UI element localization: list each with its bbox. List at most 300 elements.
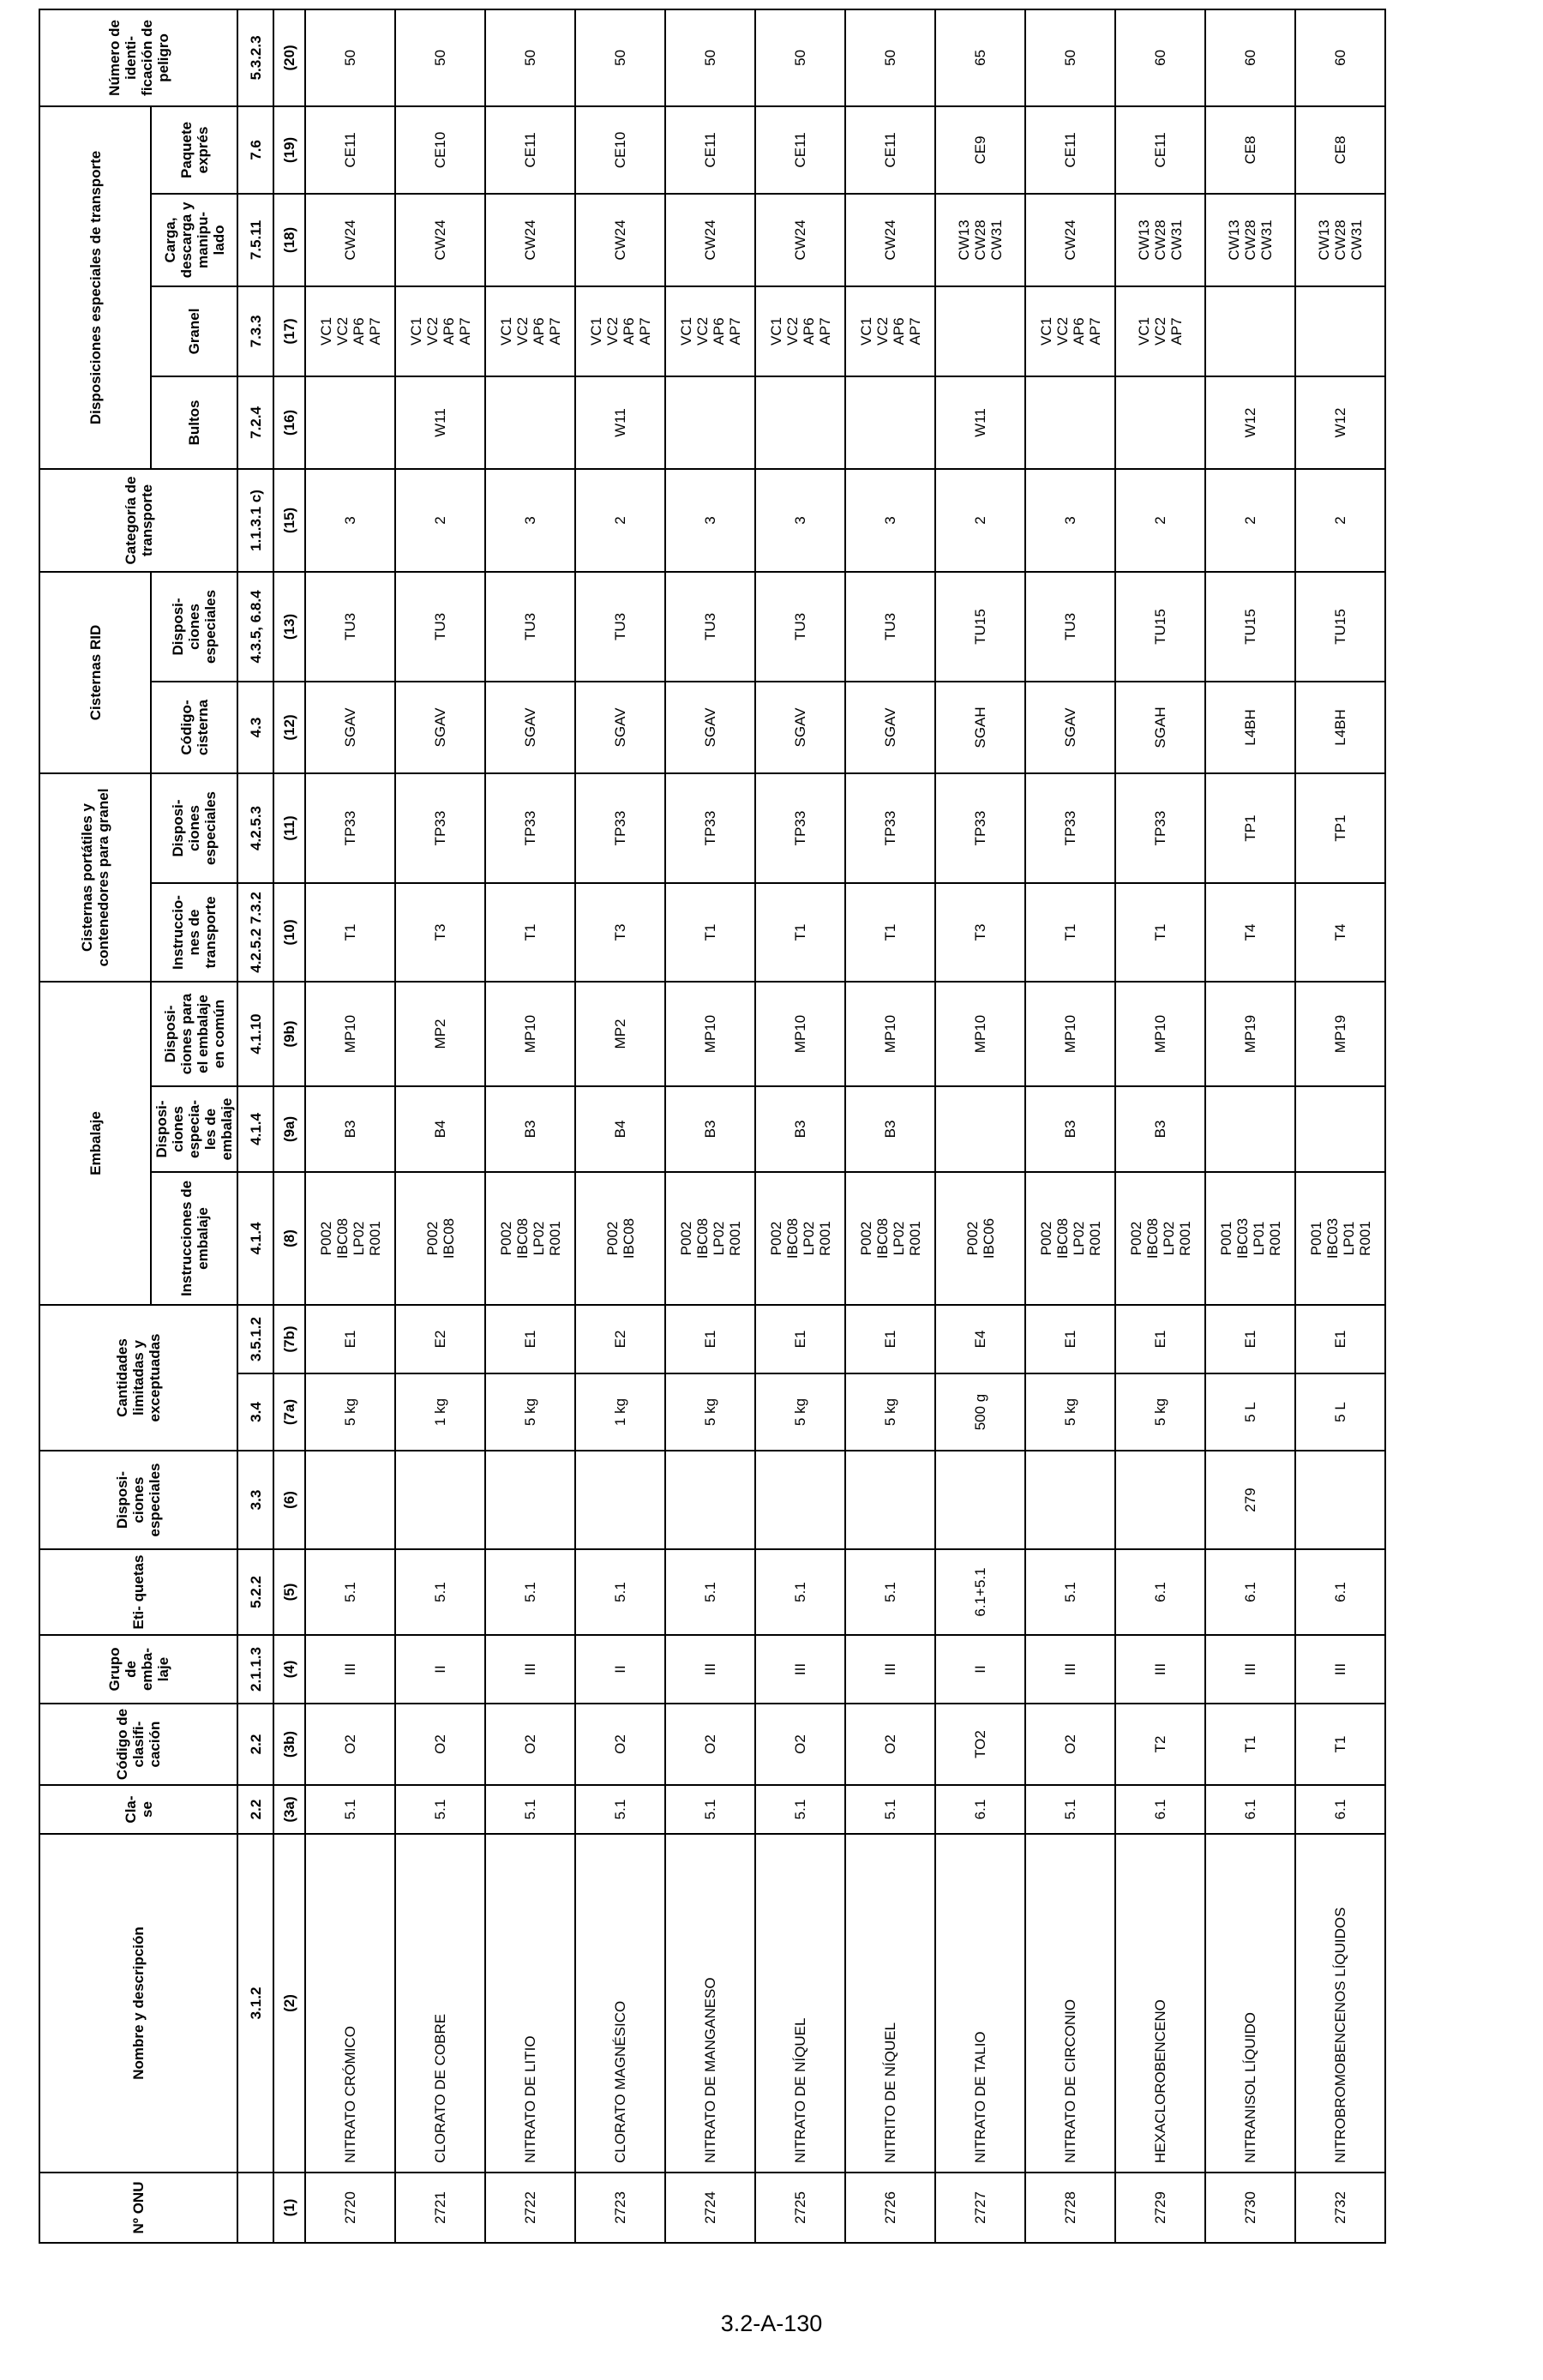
header-disposiciones-especiales-cisternas: Disposi- ciones especiales (151, 773, 237, 883)
column-number: (11) (273, 773, 305, 883)
column-number: (8) (273, 1172, 305, 1305)
rid-tank-code: SGAH (1115, 682, 1205, 773)
header-disposiciones-embalaje-comun: Disposi- ciones para el embalaje en común (151, 982, 237, 1086)
special-provisions (575, 1451, 665, 1549)
packing-instructions: P002 IBC08 LP02 R001 (1115, 1172, 1205, 1305)
packing-instructions: P002 IBC08 (395, 1172, 485, 1305)
portable-tank-provisions: TP33 (575, 773, 665, 883)
hazard-number: 50 (755, 9, 845, 106)
packing-group: III (1115, 1635, 1205, 1704)
loading-provisions: CW24 (755, 194, 845, 286)
rid-tank-provisions: TU15 (1115, 572, 1205, 682)
ref-cell: 2.2 (237, 1704, 273, 1785)
substance-name: NITRANISOL LÍQUIDO (1205, 1834, 1295, 2173)
class-cell: 5.1 (845, 1785, 935, 1834)
onu-number: 2726 (845, 2173, 935, 2243)
special-provisions (665, 1451, 755, 1549)
header-codigo-clasificacion: Código de clasifi- cación (39, 1704, 237, 1785)
page-number: 3.2-A-130 (720, 2311, 823, 2336)
packages-provisions (845, 376, 935, 469)
bulk-provisions (935, 286, 1025, 376)
substance-name: NITRATO DE CIRCONIO (1025, 1834, 1115, 2173)
onu-number: 2729 (1115, 2173, 1205, 2243)
limited-quantity: 5 kg (845, 1373, 935, 1451)
bulk-provisions: VC1 VC2 AP6 AP7 (575, 286, 665, 376)
hazard-number: 50 (485, 9, 575, 106)
packages-provisions: W11 (935, 376, 1025, 469)
ref-cell: 4.1.4 (237, 1172, 273, 1305)
transport-category: 3 (1025, 469, 1115, 572)
portable-tank-instructions: T1 (1025, 883, 1115, 982)
header-disposiciones-especiales-embalaje: Disposi- ciones especia- les de embalaje (151, 1086, 237, 1172)
limited-quantity: 5 L (1295, 1373, 1385, 1451)
special-packing-provisions: B3 (305, 1086, 395, 1172)
rid-tank-provisions: TU3 (1025, 572, 1115, 682)
express-parcel: CE11 (1025, 106, 1115, 194)
header-cisternas-portatiles: Cisternas portátiles y contenedores para granel (39, 773, 151, 982)
table-row (305, 9, 395, 2243)
ref-cell: 3.5.1.2 (237, 1305, 273, 1373)
loading-provisions: CW13 CW28 CW31 (1295, 194, 1385, 286)
rid-tank-provisions: TU3 (305, 572, 395, 682)
header-categoria-transporte: Categoría de transporte (39, 469, 237, 572)
classification-code: TO2 (935, 1704, 1025, 1785)
packing-group: III (485, 1635, 575, 1704)
packages-provisions (665, 376, 755, 469)
packing-group: III (1025, 1635, 1115, 1704)
column-number: (9a) (273, 1086, 305, 1172)
hazard-number: 60 (1205, 9, 1295, 106)
special-packing-provisions (1295, 1086, 1385, 1172)
special-provisions (1115, 1451, 1205, 1549)
rid-tank-code: SGAV (575, 682, 665, 773)
classification-code: T1 (1295, 1704, 1385, 1785)
hazard-number: 60 (1295, 9, 1385, 106)
portable-tank-provisions: TP33 (305, 773, 395, 883)
hazard-number: 50 (665, 9, 755, 106)
labels-cell: 5.1 (1025, 1549, 1115, 1635)
portable-tank-instructions: T1 (755, 883, 845, 982)
ref-cell (237, 2173, 273, 2243)
classification-code: O2 (665, 1704, 755, 1785)
excepted-quantity: E2 (575, 1305, 665, 1373)
loading-provisions: CW13 CW28 CW31 (1115, 194, 1205, 286)
express-parcel: CE11 (1115, 106, 1205, 194)
header-etiquetas: Eti- quetas (39, 1549, 237, 1635)
classification-code: O2 (1025, 1704, 1115, 1785)
mixed-packing-provisions: MP10 (755, 982, 845, 1086)
labels-cell: 5.1 (395, 1549, 485, 1635)
table-row (845, 9, 935, 2243)
header-instrucciones-embalaje: Instrucciones de embalaje (151, 1172, 237, 1305)
mixed-packing-provisions: MP2 (575, 982, 665, 1086)
limited-quantity: 5 kg (1115, 1373, 1205, 1451)
class-cell: 5.1 (755, 1785, 845, 1834)
transport-category: 2 (395, 469, 485, 572)
column-number: (16) (273, 376, 305, 469)
onu-number: 2722 (485, 2173, 575, 2243)
table-row (485, 9, 575, 2243)
special-provisions (395, 1451, 485, 1549)
excepted-quantity: E1 (485, 1305, 575, 1373)
hazard-number: 50 (1025, 9, 1115, 106)
column-number: (2) (273, 1834, 305, 2173)
loading-provisions: CW13 CW28 CW31 (935, 194, 1025, 286)
excepted-quantity: E1 (755, 1305, 845, 1373)
packing-group: II (575, 1635, 665, 1704)
rid-tank-provisions: TU3 (755, 572, 845, 682)
packing-group: III (305, 1635, 395, 1704)
table-row (1205, 9, 1295, 2243)
bulk-provisions: VC1 VC2 AP6 AP7 (1025, 286, 1115, 376)
portable-tank-instructions: T1 (665, 883, 755, 982)
limited-quantity: 5 kg (755, 1373, 845, 1451)
packing-instructions: P002 IBC08 LP02 R001 (305, 1172, 395, 1305)
bulk-provisions (1295, 286, 1385, 376)
limited-quantity: 5 kg (665, 1373, 755, 1451)
rid-tank-code: SGAV (755, 682, 845, 773)
limited-quantity: 5 kg (485, 1373, 575, 1451)
limited-quantity: 1 kg (575, 1373, 665, 1451)
bulk-provisions: VC1 VC2 AP6 AP7 (395, 286, 485, 376)
header-embalaje: Embalaje (39, 982, 151, 1305)
rid-tank-code: L4BH (1295, 682, 1385, 773)
hazard-number: 50 (575, 9, 665, 106)
onu-number: 2728 (1025, 2173, 1115, 2243)
special-packing-provisions: B3 (665, 1086, 755, 1172)
loading-provisions: CW24 (845, 194, 935, 286)
classification-code: O2 (755, 1704, 845, 1785)
column-number: (4) (273, 1635, 305, 1704)
express-parcel: CE10 (575, 106, 665, 194)
packages-provisions (485, 376, 575, 469)
excepted-quantity: E1 (845, 1305, 935, 1373)
express-parcel: CE11 (755, 106, 845, 194)
portable-tank-provisions: TP1 (1205, 773, 1295, 883)
special-packing-provisions: B3 (845, 1086, 935, 1172)
substance-name: CLORATO MAGNÉSICO (575, 1834, 665, 2173)
class-cell: 5.1 (575, 1785, 665, 1834)
column-number: (9b) (273, 982, 305, 1086)
portable-tank-instructions: T3 (935, 883, 1025, 982)
substance-name: NITRATO CRÓMICO (305, 1834, 395, 2173)
special-packing-provisions: B3 (755, 1086, 845, 1172)
table-row (1295, 9, 1385, 2243)
excepted-quantity: E1 (305, 1305, 395, 1373)
column-number: (15) (273, 469, 305, 572)
onu-number: 2732 (1295, 2173, 1385, 2243)
table-row (755, 9, 845, 2243)
header-paquete-expres: Paquete exprés (151, 106, 237, 194)
ref-cell: 7.2.4 (237, 376, 273, 469)
header-bultos: Bultos (151, 376, 237, 469)
bulk-provisions: VC1 VC2 AP7 (1115, 286, 1205, 376)
substance-name: NITRATO DE NÍQUEL (755, 1834, 845, 2173)
column-number: (1) (273, 2173, 305, 2243)
portable-tank-instructions: T3 (575, 883, 665, 982)
express-parcel: CE11 (845, 106, 935, 194)
hazard-number: 50 (305, 9, 395, 106)
rid-tank-provisions: TU15 (935, 572, 1025, 682)
header-granel: Granel (151, 286, 237, 376)
hazard-number: 50 (395, 9, 485, 106)
table-body (305, 9, 1385, 2243)
loading-provisions: CW24 (665, 194, 755, 286)
packages-provisions: W11 (575, 376, 665, 469)
special-packing-provisions: B4 (395, 1086, 485, 1172)
dangerous-goods-table (39, 9, 1386, 2244)
column-number: (3a) (273, 1785, 305, 1834)
special-packing-provisions: B3 (1025, 1086, 1115, 1172)
limited-quantity: 5 L (1205, 1373, 1295, 1451)
labels-cell: 6.1 (1115, 1549, 1205, 1635)
header-onu: Nº ONU (39, 2173, 237, 2243)
column-number: (20) (273, 9, 305, 106)
portable-tank-provisions: TP33 (1115, 773, 1205, 883)
packing-instructions: P002 IBC06 (935, 1172, 1025, 1305)
ref-cell: 5.3.2.3 (237, 9, 273, 106)
special-provisions (1295, 1451, 1385, 1549)
transport-category: 2 (1115, 469, 1205, 572)
column-number: (3b) (273, 1704, 305, 1785)
portable-tank-instructions: T1 (845, 883, 935, 982)
express-parcel: CE11 (665, 106, 755, 194)
reference-row (237, 9, 273, 2243)
limited-quantity: 5 kg (305, 1373, 395, 1451)
header-codigo-cisterna: Código- cisterna (151, 682, 237, 773)
packages-provisions (305, 376, 395, 469)
special-provisions (1025, 1451, 1115, 1549)
loading-provisions: CW13 CW28 CW31 (1205, 194, 1295, 286)
special-provisions (935, 1451, 1025, 1549)
excepted-quantity: E1 (1295, 1305, 1385, 1373)
transport-category: 2 (1295, 469, 1385, 572)
rid-tank-code: SGAV (485, 682, 575, 773)
ref-cell: 3.3 (237, 1451, 273, 1549)
transport-category: 3 (755, 469, 845, 572)
transport-category: 2 (1205, 469, 1295, 572)
special-packing-provisions: B4 (575, 1086, 665, 1172)
class-cell: 6.1 (1205, 1785, 1295, 1834)
mixed-packing-provisions: MP10 (1115, 982, 1205, 1086)
limited-quantity: 1 kg (395, 1373, 485, 1451)
packages-provisions (1025, 376, 1115, 469)
table-row (395, 9, 485, 2243)
express-parcel: CE9 (935, 106, 1025, 194)
packages-provisions (1115, 376, 1205, 469)
mixed-packing-provisions: MP19 (1205, 982, 1295, 1086)
special-provisions (755, 1451, 845, 1549)
bulk-provisions: VC1 VC2 AP6 AP7 (485, 286, 575, 376)
packing-group: III (665, 1635, 755, 1704)
class-cell: 5.1 (665, 1785, 755, 1834)
hazard-number: 60 (1115, 9, 1205, 106)
packages-provisions (755, 376, 845, 469)
substance-name: NITRATO DE MANGANESO (665, 1834, 755, 2173)
portable-tank-instructions: T1 (1115, 883, 1205, 982)
ref-cell: 4.2.5.2 7.3.2 (237, 883, 273, 982)
substance-name: CLORATO DE COBRE (395, 1834, 485, 2173)
classification-code: O2 (845, 1704, 935, 1785)
transport-category: 3 (665, 469, 755, 572)
loading-provisions: CW24 (305, 194, 395, 286)
ref-cell: 3.1.2 (237, 1834, 273, 2173)
classification-code: T2 (1115, 1704, 1205, 1785)
class-cell: 5.1 (305, 1785, 395, 1834)
classification-code: O2 (395, 1704, 485, 1785)
rid-tank-provisions: TU3 (665, 572, 755, 682)
packing-instructions: P001 IBC03 LP01 R001 (1295, 1172, 1385, 1305)
portable-tank-instructions: T1 (485, 883, 575, 982)
labels-cell: 5.1 (575, 1549, 665, 1635)
substance-name: NITROBROMOBENCENOS LÍQUIDOS (1295, 1834, 1385, 2173)
header-nombre: Nombre y descripción (39, 1834, 237, 2173)
packages-provisions: W12 (1205, 376, 1295, 469)
loading-provisions: CW24 (1025, 194, 1115, 286)
column-number: (7b) (273, 1305, 305, 1373)
labels-cell: 6.1 (1295, 1549, 1385, 1635)
rid-tank-provisions: TU3 (575, 572, 665, 682)
portable-tank-provisions: TP33 (395, 773, 485, 883)
ref-cell: 2.2 (237, 1785, 273, 1834)
ref-cell: 4.1.4 (237, 1086, 273, 1172)
column-number-row (273, 9, 305, 2243)
rid-tank-provisions: TU3 (845, 572, 935, 682)
hazard-number: 50 (845, 9, 935, 106)
column-number: (7a) (273, 1373, 305, 1451)
portable-tank-provisions: TP33 (935, 773, 1025, 883)
header-carga-descarga: Carga, descarga y manipu- lado (151, 194, 237, 286)
class-cell: 5.1 (1025, 1785, 1115, 1834)
table-row (665, 9, 755, 2243)
header-numero-peligro: Número de identi- ficación de peligro (39, 9, 237, 106)
ref-cell: 5.2.2 (237, 1549, 273, 1635)
table-row (1115, 9, 1205, 2243)
header-grupo-embalaje: Grupo de emba- laje (39, 1635, 237, 1704)
bulk-provisions: VC1 VC2 AP6 AP7 (845, 286, 935, 376)
special-packing-provisions (935, 1086, 1025, 1172)
substance-name: NITRATO DE TALIO (935, 1834, 1025, 2173)
express-parcel: CE10 (395, 106, 485, 194)
express-parcel: CE8 (1205, 106, 1295, 194)
packing-instructions: P002 IBC08 LP02 R001 (485, 1172, 575, 1305)
substance-name: HEXACLOROBENCENO (1115, 1834, 1205, 2173)
labels-cell: 6.1+5.1 (935, 1549, 1025, 1635)
header-cisternas-rid: Cisternas RID (39, 572, 151, 773)
packing-group: II (935, 1635, 1025, 1704)
rid-tank-provisions: TU15 (1295, 572, 1385, 682)
labels-cell: 5.1 (665, 1549, 755, 1635)
class-cell: 6.1 (1295, 1785, 1385, 1834)
packing-instructions: P001 IBC03 LP01 R001 (1205, 1172, 1295, 1305)
limited-quantity: 5 kg (1025, 1373, 1115, 1451)
substance-name: NITRATO DE LITIO (485, 1834, 575, 2173)
portable-tank-instructions: T4 (1295, 883, 1385, 982)
packing-instructions: P002 IBC08 LP02 R001 (845, 1172, 935, 1305)
ref-cell: 2.1.1.3 (237, 1635, 273, 1704)
mixed-packing-provisions: MP10 (305, 982, 395, 1086)
ref-cell: 7.6 (237, 106, 273, 194)
special-provisions (485, 1451, 575, 1549)
rid-tank-code: SGAV (1025, 682, 1115, 773)
transport-category: 2 (935, 469, 1025, 572)
bulk-provisions: VC1 VC2 AP6 AP7 (755, 286, 845, 376)
table-row (935, 9, 1025, 2243)
labels-cell: 5.1 (755, 1549, 845, 1635)
class-cell: 5.1 (485, 1785, 575, 1834)
packages-provisions: W11 (395, 376, 485, 469)
loading-provisions: CW24 (485, 194, 575, 286)
packing-instructions: P002 IBC08 (575, 1172, 665, 1305)
onu-number: 2723 (575, 2173, 665, 2243)
portable-tank-provisions: TP1 (1295, 773, 1385, 883)
portable-tank-provisions: TP33 (755, 773, 845, 883)
ref-cell: 4.3.5, 6.8.4 (237, 572, 273, 682)
rid-tank-code: SGAV (845, 682, 935, 773)
excepted-quantity: E1 (1115, 1305, 1205, 1373)
portable-tank-provisions: TP33 (665, 773, 755, 883)
rid-tank-code: SGAH (935, 682, 1025, 773)
transport-category: 3 (845, 469, 935, 572)
rid-tank-provisions: TU15 (1205, 572, 1295, 682)
mixed-packing-provisions: MP2 (395, 982, 485, 1086)
rid-tank-code: SGAV (395, 682, 485, 773)
rid-tank-code: L4BH (1205, 682, 1295, 773)
portable-tank-instructions: T3 (395, 883, 485, 982)
table-row (575, 9, 665, 2243)
special-packing-provisions: B3 (485, 1086, 575, 1172)
header-disposiciones-transporte: Disposiciones especiales de transporte (39, 106, 151, 469)
portable-tank-instructions: T4 (1205, 883, 1295, 982)
classification-code: T1 (1205, 1704, 1295, 1785)
special-packing-provisions: B3 (1115, 1086, 1205, 1172)
header-instrucciones-transporte: Instruccio- nes de transporte (151, 883, 237, 982)
packing-instructions: P002 IBC08 LP02 R001 (665, 1172, 755, 1305)
substance-name: NITRITO DE NÍQUEL (845, 1834, 935, 2173)
column-number: (5) (273, 1549, 305, 1635)
packing-instructions: P002 IBC08 LP02 R001 (1025, 1172, 1115, 1305)
onu-number: 2730 (1205, 2173, 1295, 2243)
table-row (1025, 9, 1115, 2243)
express-parcel: CE11 (485, 106, 575, 194)
classification-code: O2 (485, 1704, 575, 1785)
portable-tank-instructions: T1 (305, 883, 395, 982)
rid-tank-code: SGAV (305, 682, 395, 773)
limited-quantity: 500 g (935, 1373, 1025, 1451)
ref-cell: 1.1.3.1 c) (237, 469, 273, 572)
excepted-quantity: E1 (1025, 1305, 1115, 1373)
column-number: (17) (273, 286, 305, 376)
labels-cell: 5.1 (485, 1549, 575, 1635)
portable-tank-provisions: TP33 (485, 773, 575, 883)
transport-category: 3 (305, 469, 395, 572)
excepted-quantity: E1 (1205, 1305, 1295, 1373)
excepted-quantity: E4 (935, 1305, 1025, 1373)
packages-provisions: W12 (1295, 376, 1385, 469)
ref-cell: 4.2.5.3 (237, 773, 273, 883)
rotated-table-wrapper (39, 15, 1376, 2244)
header-disposiciones-especiales-rid: Disposi- ciones especiales (151, 572, 237, 682)
column-number: (19) (273, 106, 305, 194)
packing-group: III (845, 1635, 935, 1704)
ref-cell: 4.1.10 (237, 982, 273, 1086)
packing-group: II (395, 1635, 485, 1704)
portable-tank-provisions: TP33 (1025, 773, 1115, 883)
special-packing-provisions (1205, 1086, 1295, 1172)
column-number: (10) (273, 883, 305, 982)
special-provisions (845, 1451, 935, 1549)
column-number: (13) (273, 572, 305, 682)
